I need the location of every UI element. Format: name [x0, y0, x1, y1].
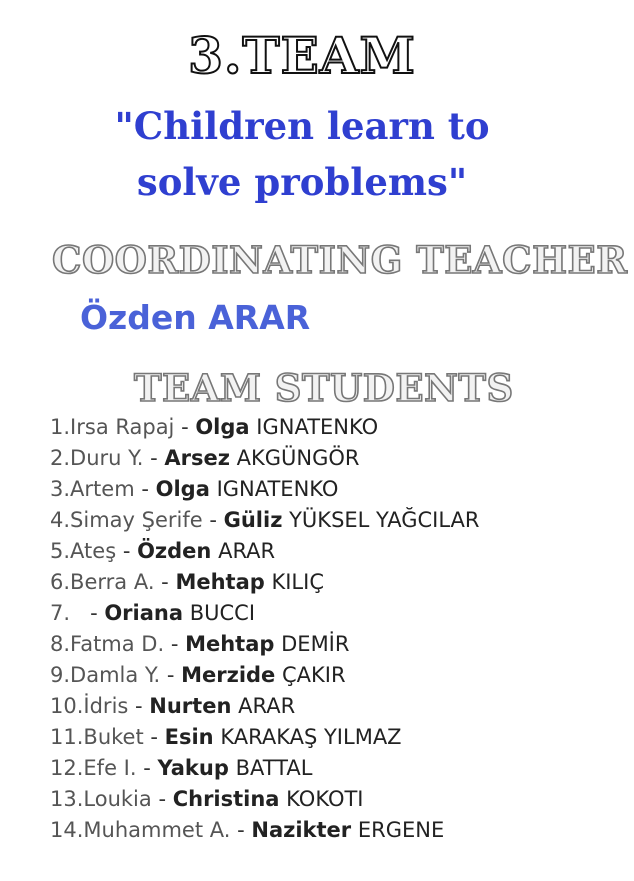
separator: -	[134, 477, 156, 501]
list-item-11	[50, 722, 480, 753]
separator: -	[90, 601, 105, 625]
separator: -	[202, 508, 224, 532]
list-item-14	[50, 815, 480, 846]
teacher-last-name: KARAKAŞ YILMAZ	[220, 725, 402, 749]
teacher-first-name: Mehtap	[185, 632, 275, 656]
entry-number: 13.	[50, 787, 84, 811]
list-item-8	[50, 629, 480, 660]
coordinating-teacher-name: Özden ARAR	[80, 298, 311, 337]
entry-number: 9.	[50, 663, 71, 687]
teacher-last-name: IGNATENKO	[256, 415, 379, 439]
separator: -	[164, 632, 186, 656]
list-item-2	[50, 443, 480, 474]
student-name: Loukia	[83, 787, 152, 811]
student-name: Fatma D.	[70, 632, 165, 656]
entry-number: 14.	[50, 818, 84, 842]
separator: -	[143, 446, 165, 470]
teacher-first-name: Olga	[155, 477, 210, 501]
teacher-first-name: Esin	[164, 725, 214, 749]
teacher-first-name: Arsez	[164, 446, 230, 470]
separator: -	[154, 570, 176, 594]
list-item-4	[50, 505, 480, 536]
team-students-heading: TEAM STUDENTS	[134, 366, 514, 410]
entry-number: 4.	[50, 508, 71, 532]
teacher-last-name: KOKOTI	[286, 787, 364, 811]
separator: -	[143, 725, 165, 749]
teacher-first-name: Özden	[137, 539, 212, 563]
slogan-line-1: "Children learn to	[114, 104, 490, 148]
separator: -	[136, 756, 158, 780]
list-item-7	[50, 598, 480, 629]
entry-number: 7.	[50, 601, 91, 625]
teacher-first-name: Oriana	[104, 601, 184, 625]
entry-number: 11.	[50, 725, 84, 749]
entry-number: 12.	[50, 756, 84, 780]
student-name: Berra A.	[70, 570, 155, 594]
teacher-last-name: ÇAKIR	[282, 663, 346, 687]
list-item-6	[50, 567, 480, 598]
entry-number: 1.	[50, 415, 71, 439]
student-list	[50, 412, 480, 846]
teacher-first-name: Nurten	[149, 694, 232, 718]
entry-number: 6.	[50, 570, 71, 594]
student-name: Damla Y.	[70, 663, 161, 687]
teacher-first-name: Güliz	[223, 508, 283, 532]
list-item-13	[50, 784, 480, 815]
teacher-last-name: BUCCI	[189, 601, 256, 625]
coordinating-teacher-heading: COORDINATING TEACHER	[52, 238, 628, 282]
list-item-1	[50, 412, 480, 443]
teacher-first-name: Yakup	[157, 756, 229, 780]
separator: -	[160, 663, 182, 687]
teacher-last-name: ARAR	[218, 539, 276, 563]
entry-number: 5.	[50, 539, 71, 563]
list-item-10	[50, 691, 480, 722]
team-title: 3.TEAM	[188, 26, 416, 85]
teacher-last-name: DEMİR	[281, 632, 350, 656]
separator: -	[128, 694, 150, 718]
teacher-first-name: Nazikter	[251, 818, 352, 842]
teacher-last-name: ERGENE	[357, 818, 445, 842]
teacher-first-name: Mehtap	[175, 570, 265, 594]
teacher-last-name: ARAR	[238, 694, 296, 718]
entry-number: 2.	[50, 446, 71, 470]
teacher-last-name: YÜKSEL YAĞCILAR	[289, 508, 480, 532]
list-item-3	[50, 474, 480, 505]
slogan-line-2: solve problems"	[136, 160, 468, 204]
separator: -	[151, 787, 173, 811]
student-name: Muhammet A.	[83, 818, 231, 842]
list-item-12	[50, 753, 480, 784]
separator: -	[116, 539, 138, 563]
separator: -	[174, 415, 196, 439]
list-item-9	[50, 660, 480, 691]
student-name: Simay Şerife	[70, 508, 203, 532]
student-name: Artem	[70, 477, 135, 501]
student-name: İdris	[83, 694, 129, 718]
student-name: Efe I.	[83, 756, 137, 780]
entry-number: 3.	[50, 477, 71, 501]
student-name: Ateş	[70, 539, 117, 563]
teacher-last-name: KILIÇ	[271, 570, 324, 594]
list-item-5	[50, 536, 480, 567]
teacher-first-name: Merzide	[181, 663, 276, 687]
entry-number: 8.	[50, 632, 71, 656]
student-name: Buket	[83, 725, 144, 749]
teacher-first-name: Olga	[195, 415, 250, 439]
student-name: Irsa Rapaj	[70, 415, 175, 439]
teacher-last-name: BATTAL	[235, 756, 313, 780]
teacher-last-name: IGNATENKO	[216, 477, 339, 501]
teacher-last-name: AKGÜNGÖR	[236, 446, 360, 470]
separator: -	[230, 818, 252, 842]
teacher-first-name: Christina	[172, 787, 280, 811]
student-name: Duru Y.	[70, 446, 144, 470]
entry-number: 10.	[50, 694, 84, 718]
